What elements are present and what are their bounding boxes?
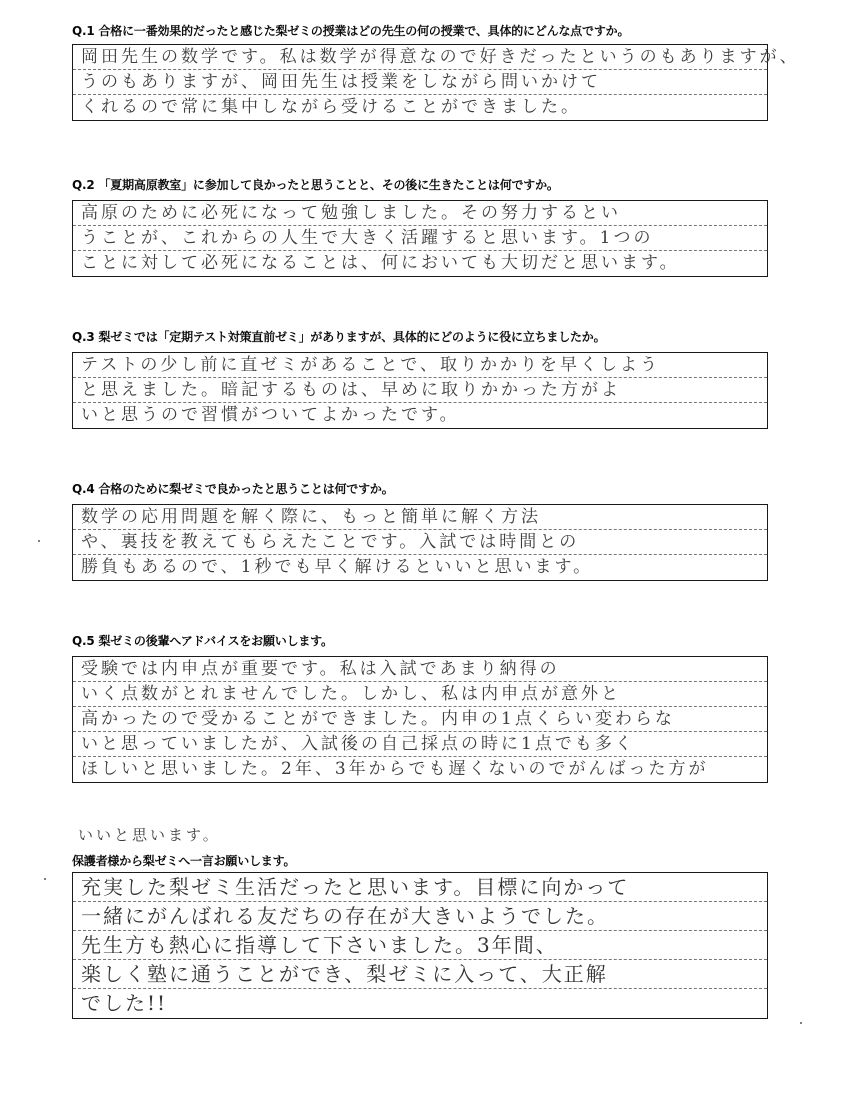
- question-4-title: Q.4 合格のために梨ゼミで良かったと思うことは何ですか。: [72, 482, 394, 496]
- answer-5-box: [72, 656, 768, 783]
- answer-1-line-1: 岡田先生の数学です。私は数学が得意なので好きだったというのもありますが、: [73, 45, 767, 70]
- answer-3-box: [72, 352, 768, 429]
- answer-4-box: [72, 504, 768, 581]
- guardian-answer-line-2: 一緒にがんばれる友だちの存在が大きいようでした。: [73, 902, 767, 931]
- guardian-answer-line-3: 先生方も熱心に指導して下さいました。3年間、: [73, 931, 767, 960]
- answer-2-line-1: 高原のために必死になって勉強しました。その努力するとい: [73, 201, 767, 226]
- guardian-answer-line-1: 充実した梨ゼミ生活だったと思います。目標に向かって: [73, 873, 767, 902]
- answer-5-line-4: いと思っていましたが、入試後の自己採点の時に1点でも多く: [73, 732, 767, 757]
- guardian-answer-line-5: でした!!: [81, 991, 168, 1015]
- answer-4-line-1: 数学の応用問題を解く際に、もっと簡単に解く方法: [73, 505, 767, 530]
- answer-3-line-2: と思えました。暗記するものは、早めに取りかかった方がよ: [73, 378, 767, 403]
- answer-1-box: [72, 44, 800, 121]
- answer-3-line-1: テストの少し前に直ゼミがあることで、取りかかりを早くしよう: [73, 353, 767, 378]
- answer-1-line-2: うのもありますが、岡田先生は授業をしながら問いかけて: [73, 70, 767, 95]
- answer-2-line-2: うことが、これからの人生で大きく活躍すると思います。1つの: [73, 226, 767, 251]
- answer-3-line-3: いと思うので習慣がついてよかったです。: [81, 405, 460, 425]
- scan-speck: [44, 878, 46, 880]
- guardian-answer-line-4: 楽しく塾に通うことができ、梨ゼミに入って、大正解: [73, 960, 767, 989]
- guardian-answer-box: [72, 872, 768, 1019]
- answer-2-line-3: ことに対して必死になることは、何においても大切だと思います。: [81, 253, 680, 273]
- scan-speck: [38, 540, 40, 542]
- answer-4-line-2: や、裏技を教えてもらえたことです。入試では時間との: [73, 530, 767, 555]
- answer-2-box: [72, 200, 768, 277]
- question-5-title: Q.5 梨ゼミの後輩へアドバイスをお願いします。: [72, 634, 333, 648]
- answer-5-line-3: 高かったので受かることができました。内申の1点くらい変わらな: [73, 707, 767, 732]
- question-3-title: Q.3 梨ゼミでは「定期テスト対策直前ゼミ」がありますが、具体的にどのように役に立ちましたか。: [72, 330, 606, 344]
- question-2-title: Q.2 「夏期高原教室」に参加して良かったと思うことと、その後に生きたことは何ですか。: [72, 178, 559, 192]
- guardian-question-title: 保護者様から梨ゼミへ一言お願いします。: [72, 854, 296, 868]
- answer-5-line-1: 受験では内申点が重要です。私は入試であまり納得の: [73, 657, 767, 682]
- answer-5-overflow-line: いいと思います。: [78, 826, 221, 844]
- answer-4-line-3: 勝負もあるので、1秒でも早く解けるといいと思います。: [81, 557, 594, 577]
- scan-speck: [800, 1022, 802, 1024]
- answer-5-line-5: ほしいと思いました。2年、3年からでも遅くないのでがんばった方が: [81, 759, 709, 779]
- question-1-title: Q.1 合格に一番効果的だったと感じた梨ゼミの授業はどの先生の何の授業で、具体的にどんな点ですか。: [72, 24, 630, 38]
- answer-5-line-2: いく点数がとれませんでした。しかし、私は内申点が意外と: [73, 682, 767, 707]
- answer-1-line-3: くれるので常に集中しながら受けることができました。: [81, 97, 581, 117]
